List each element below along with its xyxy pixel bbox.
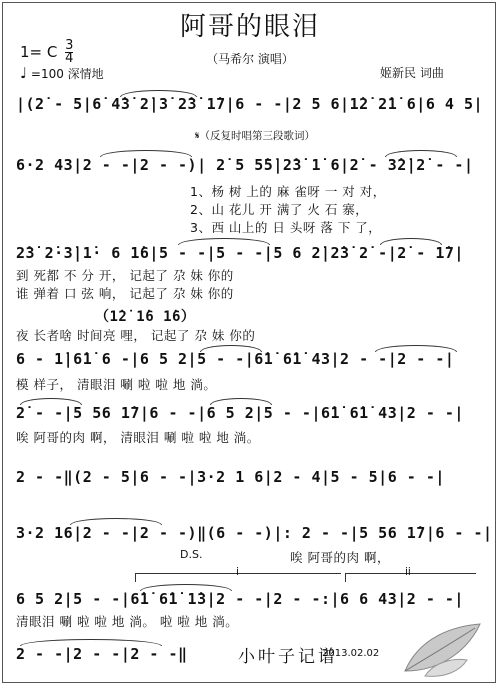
key-signature <box>20 40 73 65</box>
lyric-line-b2: 唉 阿哥的肉 啊， 清眼泪 唰 啦 啦 地 淌。 <box>16 430 260 445</box>
tie-mark <box>385 150 457 157</box>
time-denominator: 4 <box>65 51 74 66</box>
lyric-line-c1: 唉 阿哥的肉 啊， <box>290 550 390 565</box>
repeat-note: 𝄋（反复时唱第三段歌词） <box>195 130 316 142</box>
transcription-date: 2013.02.02 <box>322 648 380 659</box>
notation-line-9: 2 - -|2 - -|2 - -‖ <box>16 645 188 663</box>
time-signature <box>65 40 73 65</box>
tie-mark <box>100 150 192 157</box>
volta-label-2: ii <box>405 566 411 578</box>
tie-mark <box>20 639 162 646</box>
notation-line-6: 2 - -‖(2 - 5|6 - -|3·2 1 6|2 - 4|5 - 5|6 - -| <box>16 468 445 486</box>
tie-mark <box>375 345 457 352</box>
dal-segno-mark: D.S. <box>180 548 203 561</box>
time-numerator: 3 <box>65 38 74 53</box>
lyric-line-a2: 谁 弹着 口 弦 响， 记起了 尕 妹 你的 <box>16 286 234 301</box>
lyric-line-b1: 模 样子， 清眼泪 唰 啦 啦 地 淌。 <box>16 377 217 392</box>
notation-line-4: 6 - 1̇|6̇1̇ 6 -|6 5 2|5 - -|6̇1̇ 6̇1̇ 43|2 - -|2 - -| <box>16 350 455 368</box>
notation-line-2: 6·2 43|2 - -|2 - -)| 2̇ 5 5̇5̇|2̇3̇ 1̇ 6|2̇ - 3̇2̇|2̇ - -| <box>16 156 474 174</box>
tie-mark <box>210 398 272 405</box>
tie-mark <box>70 518 162 525</box>
lyric-line-a3: 夜 长者啥 时间亮 哩， 记起了 尕 妹 你的 <box>16 328 256 343</box>
composer-credit: 姬新民 词曲 <box>380 66 444 80</box>
notation-line-7: 3·2 16|2 - -|2 - -)‖(6 - -)|: 2 - -|5 56 1̇7|6 - -| <box>16 524 493 542</box>
lyric-line-a1: 到 死都 不 分 开， 记起了 尕 妹 你的 <box>16 268 234 283</box>
volta-label-1: i <box>236 566 239 578</box>
lyric-line-d1: 清眼泪 唰 啦 啦 地 淌。 啦 啦 地 淌。 <box>16 614 239 629</box>
quarter-note-icon: ♩ <box>20 64 28 82</box>
tie-mark <box>200 345 262 352</box>
notation-line-5: 2̇ - -|5 56 1̇7|6 - -|6 5 2|5 - -|6̇1̇ 6̇1̇ 43|2 - -| <box>16 404 464 422</box>
notation-line-1: |(2̇ - 5|6̇ 4̇3̇ 2̇|3̇ 2̇3̇ 1̇7|6 - -|2 5 6|1̇2̇ 2̇1̇ 6|6 4 5| <box>16 95 484 113</box>
key-text: 1= C <box>20 43 58 61</box>
tempo-text: =100 深情地 <box>30 67 104 81</box>
slur-mark <box>120 90 197 97</box>
singer-credit: （马希尔 演唱） <box>206 52 294 66</box>
tie-mark <box>380 238 442 245</box>
notation-line-3: 2̇3̇ 2̇·3̇|1̇· 6 1̇6|5 - -|5 - -|5 6 2̇|2̇3̇ 2̇ -|2̇ - 1̇7| <box>16 244 464 262</box>
tie-mark <box>140 584 232 591</box>
notation-line-3b: （1̇2̇ 1̇6 1̇6） <box>95 309 196 325</box>
tie-mark <box>178 238 270 245</box>
verse-line-1: 1、杨 树 上的 麻 雀呀 一 对 对， <box>190 184 386 199</box>
transcriber-signature: 小叶子记谱 <box>238 647 338 667</box>
tempo-mark <box>20 64 104 82</box>
verse-line-3: 3、西 山上的 日 头呀 落 下 了， <box>190 220 382 235</box>
song-title: 阿哥的眼泪 <box>179 12 320 42</box>
verse-line-2: 2、山 花儿 开 满了 火 石 寨， <box>190 202 369 217</box>
leaf-decoration-icon <box>395 616 485 681</box>
notation-line-8: 6 5 2|5 - -|6̇1̇ 6̇1̇ 1̇3|2 - -|2 - -:|6 6 43|2 - -| <box>16 590 464 608</box>
tie-mark <box>20 398 82 405</box>
